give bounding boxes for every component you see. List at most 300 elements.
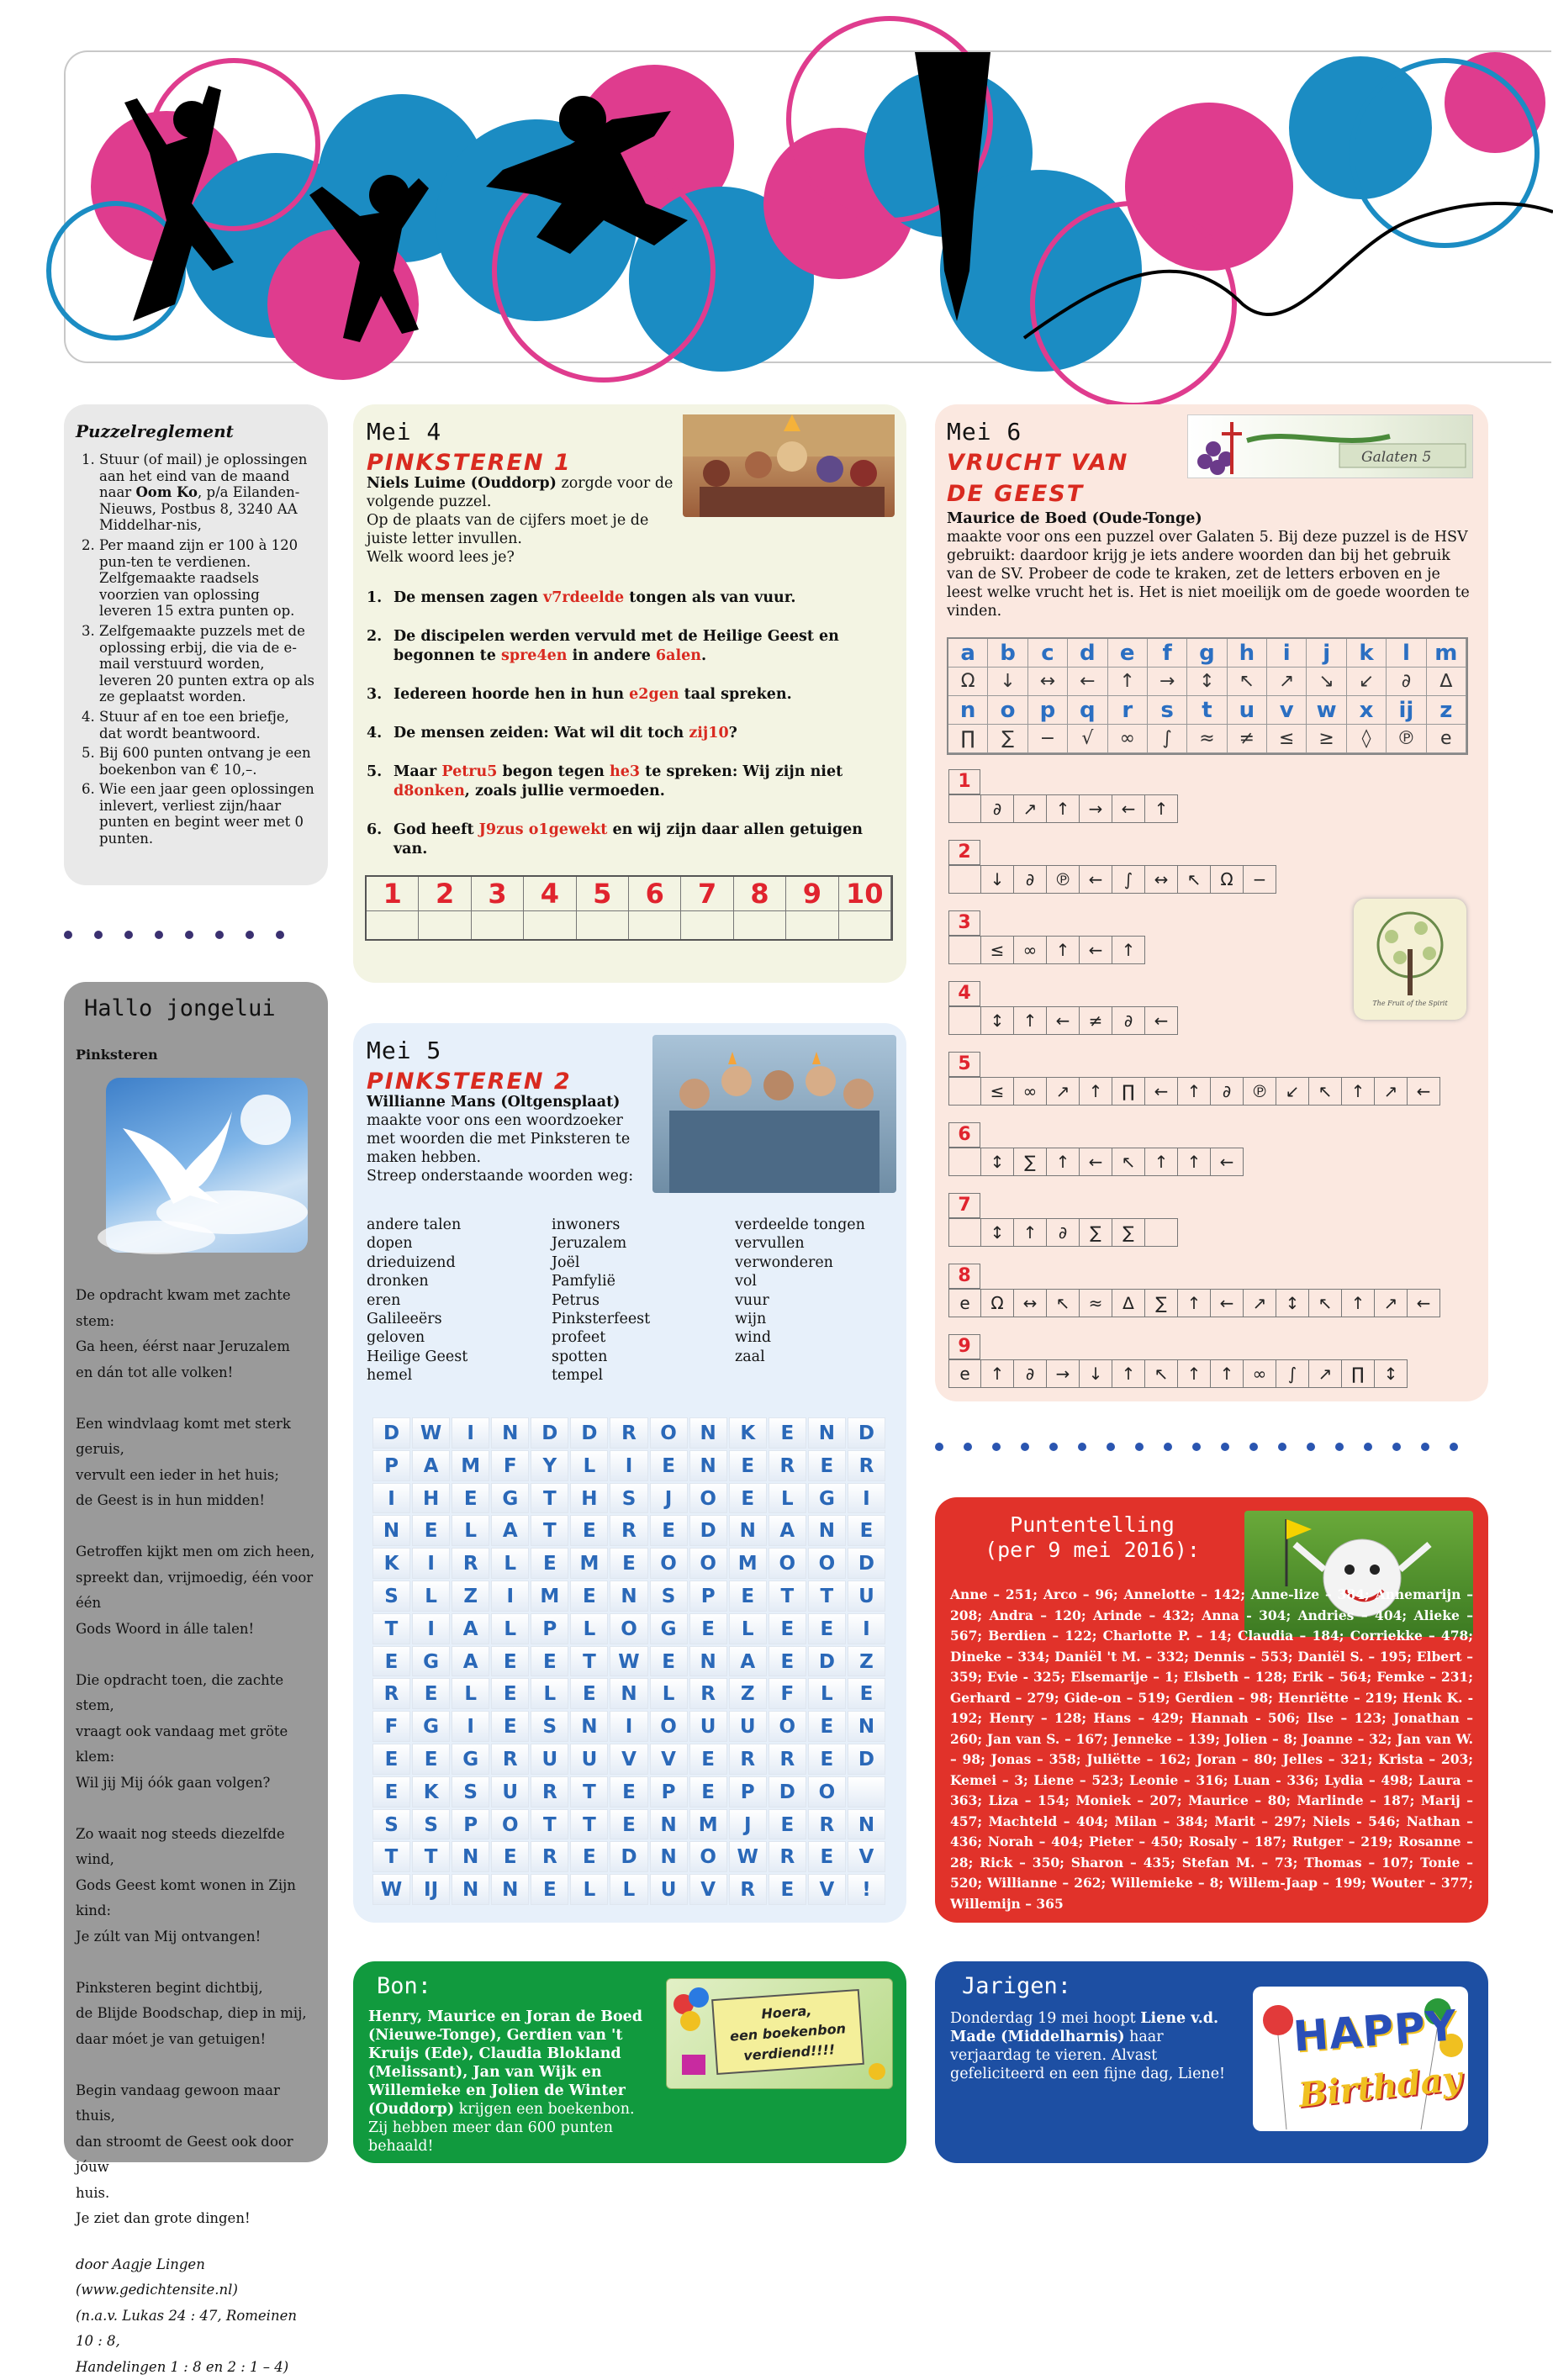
code-puzzle-cell[interactable]: [1145, 1218, 1178, 1247]
word-search-cell[interactable]: E: [610, 1776, 647, 1807]
code-puzzle-cell[interactable]: ↑: [1342, 1077, 1375, 1106]
word-search-cell[interactable]: S: [452, 1776, 489, 1807]
answer-cell[interactable]: [681, 910, 733, 939]
word-search-cell[interactable]: R: [610, 1515, 647, 1546]
word-search-cell[interactable]: S: [372, 1809, 410, 1840]
word-search-cell[interactable]: E: [808, 1711, 846, 1742]
word-search-cell[interactable]: O: [491, 1809, 529, 1840]
code-puzzle-cell[interactable]: −: [1244, 865, 1276, 894]
code-puzzle-cell[interactable]: ↖: [1178, 865, 1211, 894]
word-search-cell[interactable]: R: [808, 1809, 846, 1840]
word-search-cell[interactable]: F: [491, 1450, 529, 1481]
code-puzzle-row[interactable]: [948, 1334, 1408, 1388]
word-search-cell[interactable]: T: [570, 1776, 608, 1807]
code-puzzle-cell[interactable]: [948, 1218, 981, 1247]
code-puzzle-cell[interactable]: Ω: [981, 1289, 1014, 1317]
code-puzzle-cell[interactable]: ∂: [1112, 1006, 1145, 1035]
word-search-cell[interactable]: Z: [729, 1678, 767, 1709]
word-search-cell[interactable]: E: [689, 1613, 727, 1644]
word-search-cell[interactable]: K: [372, 1548, 410, 1579]
word-search-cell[interactable]: E: [689, 1744, 727, 1775]
word-search-cell[interactable]: D: [848, 1417, 885, 1449]
code-puzzle-cell[interactable]: ∑: [1112, 1218, 1145, 1247]
word-search-cell[interactable]: R: [491, 1744, 529, 1775]
code-puzzle-cell[interactable]: ∂: [1047, 1218, 1080, 1247]
answer-cell[interactable]: [577, 910, 629, 939]
word-search-cell[interactable]: E: [531, 1874, 568, 1905]
word-search-cell[interactable]: O: [808, 1776, 846, 1807]
word-search-cell[interactable]: U: [689, 1711, 727, 1742]
code-puzzle-row[interactable]: [948, 1122, 1244, 1176]
code-puzzle-row[interactable]: [948, 1193, 1178, 1247]
word-search-cell[interactable]: Z: [452, 1581, 489, 1612]
word-search-cell[interactable]: L: [769, 1483, 806, 1514]
code-puzzle-cell[interactable]: ↑: [981, 1359, 1014, 1388]
word-search-cell[interactable]: I: [610, 1450, 647, 1481]
code-puzzle-cell[interactable]: ←: [1408, 1289, 1440, 1317]
word-search-cell[interactable]: P: [531, 1613, 568, 1644]
word-search-cell[interactable]: V: [848, 1841, 885, 1872]
word-search-cell[interactable]: Y: [531, 1450, 568, 1481]
code-puzzle-cell[interactable]: ↕: [981, 1148, 1014, 1176]
word-search-cell[interactable]: W: [372, 1874, 410, 1905]
word-search-cell[interactable]: T: [808, 1581, 846, 1612]
word-search-cell[interactable]: W: [729, 1841, 767, 1872]
word-search-cell[interactable]: L: [531, 1678, 568, 1709]
word-search-cell[interactable]: D: [689, 1515, 727, 1546]
word-search-cell[interactable]: E: [570, 1841, 608, 1872]
answer-cell[interactable]: [734, 910, 786, 939]
code-puzzle-cell[interactable]: ↑: [1112, 1359, 1145, 1388]
code-puzzle-cell[interactable]: [948, 1006, 981, 1035]
code-puzzle-cell[interactable]: [948, 1148, 981, 1176]
word-search-cell[interactable]: L: [570, 1613, 608, 1644]
word-search-cell[interactable]: O: [689, 1841, 727, 1872]
code-puzzle-cell[interactable]: ↑: [1178, 1359, 1211, 1388]
word-search-cell[interactable]: R: [729, 1874, 767, 1905]
code-puzzle-cell[interactable]: ↗: [1375, 1289, 1408, 1317]
code-puzzle-cell[interactable]: ↑: [1080, 1077, 1112, 1106]
word-search-cell[interactable]: R: [531, 1841, 568, 1872]
code-puzzle-cell[interactable]: ∂: [1014, 865, 1047, 894]
word-search-cell[interactable]: N: [610, 1678, 647, 1709]
code-puzzle-cell[interactable]: →: [1047, 1359, 1080, 1388]
word-search-cell[interactable]: R: [769, 1744, 806, 1775]
code-puzzle-cell[interactable]: ↑: [1178, 1148, 1211, 1176]
word-search-cell[interactable]: I: [848, 1483, 885, 1514]
word-search-cell[interactable]: F: [769, 1678, 806, 1709]
word-search-cell[interactable]: E: [372, 1776, 410, 1807]
word-search-cell[interactable]: [848, 1776, 885, 1807]
code-puzzle-cell[interactable]: ↗: [1375, 1077, 1408, 1106]
word-search-cell[interactable]: K: [412, 1776, 450, 1807]
word-search-cell[interactable]: N: [729, 1515, 767, 1546]
word-search-cell[interactable]: H: [570, 1483, 608, 1514]
word-search-cell[interactable]: E: [610, 1548, 647, 1579]
code-puzzle-cell[interactable]: ↑: [1112, 936, 1145, 964]
code-puzzle-cell[interactable]: ∆: [1112, 1289, 1145, 1317]
word-search-grid[interactable]: [372, 1417, 886, 1906]
word-search-cell[interactable]: L: [808, 1678, 846, 1709]
code-puzzle-row[interactable]: [948, 1264, 1440, 1317]
word-search-cell[interactable]: E: [372, 1646, 410, 1677]
word-search-cell[interactable]: E: [491, 1678, 529, 1709]
code-puzzle-cell[interactable]: ℗: [1244, 1077, 1276, 1106]
word-search-cell[interactable]: N: [372, 1515, 410, 1546]
word-search-cell[interactable]: G: [412, 1711, 450, 1742]
code-puzzle-cell[interactable]: ↗: [1244, 1289, 1276, 1317]
word-search-cell[interactable]: I: [491, 1581, 529, 1612]
word-search-cell[interactable]: A: [412, 1450, 450, 1481]
word-search-cell[interactable]: N: [452, 1874, 489, 1905]
word-search-cell[interactable]: G: [650, 1613, 688, 1644]
word-search-cell[interactable]: E: [412, 1515, 450, 1546]
code-puzzle-row[interactable]: [948, 1052, 1440, 1106]
word-search-cell[interactable]: T: [412, 1841, 450, 1872]
code-puzzle-cell[interactable]: ∂: [1211, 1077, 1244, 1106]
word-search-cell[interactable]: I: [412, 1613, 450, 1644]
word-search-cell[interactable]: N: [650, 1809, 688, 1840]
word-search-cell[interactable]: E: [769, 1646, 806, 1677]
code-puzzle-cell[interactable]: ↑: [1211, 1359, 1244, 1388]
code-puzzle-cell[interactable]: ≈: [1080, 1289, 1112, 1317]
code-puzzle-cell[interactable]: ∑: [1145, 1289, 1178, 1317]
code-puzzle-cell[interactable]: ∂: [981, 794, 1014, 823]
code-puzzle-cell[interactable]: e: [948, 1359, 981, 1388]
word-search-cell[interactable]: E: [729, 1581, 767, 1612]
word-search-cell[interactable]: P: [452, 1809, 489, 1840]
word-search-cell[interactable]: E: [531, 1646, 568, 1677]
code-puzzle-cell[interactable]: ∑: [1014, 1148, 1047, 1176]
word-search-cell[interactable]: I: [412, 1548, 450, 1579]
word-search-cell[interactable]: F: [372, 1711, 410, 1742]
word-search-cell[interactable]: R: [452, 1548, 489, 1579]
word-search-cell[interactable]: P: [372, 1450, 410, 1481]
word-search-cell[interactable]: E: [570, 1581, 608, 1612]
code-puzzle-cell[interactable]: ←: [1211, 1148, 1244, 1176]
word-search-cell[interactable]: J: [650, 1483, 688, 1514]
code-puzzle-row[interactable]: [948, 981, 1178, 1035]
code-puzzle-cell[interactable]: ↙: [1276, 1077, 1309, 1106]
word-search-cell[interactable]: G: [412, 1646, 450, 1677]
word-search-cell[interactable]: M: [452, 1450, 489, 1481]
word-search-cell[interactable]: O: [610, 1613, 647, 1644]
word-search-cell[interactable]: A: [491, 1515, 529, 1546]
word-search-cell[interactable]: N: [848, 1711, 885, 1742]
word-search-cell[interactable]: L: [452, 1678, 489, 1709]
code-puzzle-cell[interactable]: ∑: [1080, 1218, 1112, 1247]
word-search-cell[interactable]: U: [848, 1581, 885, 1612]
code-puzzle-cell[interactable]: ↗: [1047, 1077, 1080, 1106]
code-puzzle-cell[interactable]: ↑: [1145, 794, 1178, 823]
word-search-cell[interactable]: L: [729, 1613, 767, 1644]
word-search-cell[interactable]: D: [848, 1744, 885, 1775]
code-puzzle-row[interactable]: [948, 910, 1145, 964]
word-search-cell[interactable]: N: [570, 1711, 608, 1742]
word-search-cell[interactable]: A: [769, 1515, 806, 1546]
answer-cell[interactable]: [839, 910, 891, 939]
word-search-cell[interactable]: S: [610, 1483, 647, 1514]
code-puzzle-cell[interactable]: ←: [1145, 1006, 1178, 1035]
word-search-cell[interactable]: O: [769, 1548, 806, 1579]
word-search-cell[interactable]: T: [769, 1581, 806, 1612]
word-search-cell[interactable]: IJ: [412, 1874, 450, 1905]
word-search-cell[interactable]: N: [491, 1417, 529, 1449]
code-puzzle-cell[interactable]: ↕: [981, 1218, 1014, 1247]
word-search-cell[interactable]: E: [808, 1613, 846, 1644]
word-search-cell[interactable]: E: [808, 1841, 846, 1872]
code-puzzle-cell[interactable]: ←: [1211, 1289, 1244, 1317]
code-puzzle-cell[interactable]: ↕: [1276, 1289, 1309, 1317]
code-puzzle-cell[interactable]: ↖: [1145, 1359, 1178, 1388]
word-search-cell[interactable]: E: [452, 1483, 489, 1514]
word-search-cell[interactable]: R: [769, 1450, 806, 1481]
word-search-cell[interactable]: N: [650, 1841, 688, 1872]
word-search-cell[interactable]: R: [372, 1678, 410, 1709]
word-search-cell[interactable]: V: [689, 1874, 727, 1905]
word-search-cell[interactable]: E: [491, 1646, 529, 1677]
word-search-cell[interactable]: E: [570, 1678, 608, 1709]
code-puzzle-cell[interactable]: ≤: [981, 1077, 1014, 1106]
answer-grid[interactable]: [365, 875, 893, 941]
word-search-cell[interactable]: N: [689, 1450, 727, 1481]
code-puzzle-cell[interactable]: ↑: [1014, 1006, 1047, 1035]
code-puzzle-cell[interactable]: ↑: [1047, 794, 1080, 823]
code-puzzle-cell[interactable]: ∂: [1014, 1359, 1047, 1388]
word-search-cell[interactable]: K: [729, 1417, 767, 1449]
word-search-cell[interactable]: E: [769, 1809, 806, 1840]
code-puzzle-cell[interactable]: ℗: [1047, 865, 1080, 894]
word-search-cell[interactable]: E: [570, 1515, 608, 1546]
word-search-cell[interactable]: E: [848, 1515, 885, 1546]
code-puzzle-cell[interactable]: ∫: [1276, 1359, 1309, 1388]
code-puzzle-cell[interactable]: [948, 936, 981, 964]
word-search-cell[interactable]: M: [689, 1809, 727, 1840]
answer-cell[interactable]: [629, 910, 681, 939]
word-search-cell[interactable]: D: [808, 1646, 846, 1677]
code-puzzle-cell[interactable]: Ω: [1211, 865, 1244, 894]
word-search-cell[interactable]: L: [412, 1581, 450, 1612]
word-search-cell[interactable]: R: [729, 1744, 767, 1775]
word-search-cell[interactable]: O: [650, 1711, 688, 1742]
word-search-cell[interactable]: N: [848, 1809, 885, 1840]
word-search-cell[interactable]: T: [531, 1483, 568, 1514]
code-puzzle-cell[interactable]: ↔: [1145, 865, 1178, 894]
word-search-cell[interactable]: N: [452, 1841, 489, 1872]
word-search-cell[interactable]: L: [610, 1874, 647, 1905]
word-search-cell[interactable]: U: [570, 1744, 608, 1775]
word-search-cell[interactable]: E: [729, 1483, 767, 1514]
code-puzzle-cell[interactable]: ∞: [1244, 1359, 1276, 1388]
word-search-cell[interactable]: E: [650, 1450, 688, 1481]
word-search-cell[interactable]: Z: [848, 1646, 885, 1677]
code-puzzle-cell[interactable]: ↑: [1047, 936, 1080, 964]
code-puzzle-cell[interactable]: ↖: [1309, 1289, 1342, 1317]
code-puzzle-cell[interactable]: ↑: [1047, 1148, 1080, 1176]
word-search-cell[interactable]: I: [452, 1417, 489, 1449]
word-search-cell[interactable]: E: [412, 1744, 450, 1775]
code-puzzle-cell[interactable]: ∫: [1112, 865, 1145, 894]
code-puzzle-cell[interactable]: ←: [1080, 1148, 1112, 1176]
word-search-cell[interactable]: L: [452, 1515, 489, 1546]
word-search-cell[interactable]: T: [570, 1646, 608, 1677]
answer-cell[interactable]: [419, 910, 471, 939]
word-search-cell[interactable]: W: [412, 1417, 450, 1449]
word-search-cell[interactable]: T: [531, 1809, 568, 1840]
code-puzzle-cell[interactable]: ↗: [1014, 794, 1047, 823]
answer-cell[interactable]: [367, 910, 419, 939]
word-search-cell[interactable]: N: [610, 1581, 647, 1612]
code-puzzle-cell[interactable]: ↓: [1080, 1359, 1112, 1388]
word-search-cell[interactable]: I: [372, 1483, 410, 1514]
word-search-cell[interactable]: U: [491, 1776, 529, 1807]
code-puzzle-cell[interactable]: ↖: [1112, 1148, 1145, 1176]
word-search-cell[interactable]: L: [491, 1613, 529, 1644]
code-puzzle-cell[interactable]: ∞: [1014, 936, 1047, 964]
word-search-cell[interactable]: N: [808, 1515, 846, 1546]
word-search-cell[interactable]: M: [729, 1548, 767, 1579]
word-search-cell[interactable]: U: [531, 1744, 568, 1775]
word-search-cell[interactable]: E: [769, 1417, 806, 1449]
word-search-cell[interactable]: E: [650, 1515, 688, 1546]
word-search-cell[interactable]: P: [689, 1581, 727, 1612]
word-search-cell[interactable]: E: [531, 1548, 568, 1579]
word-search-cell[interactable]: E: [848, 1678, 885, 1709]
code-puzzle-cell[interactable]: [948, 1077, 981, 1106]
word-search-cell[interactable]: E: [769, 1874, 806, 1905]
word-search-cell[interactable]: L: [491, 1548, 529, 1579]
word-search-cell[interactable]: E: [372, 1744, 410, 1775]
word-search-cell[interactable]: A: [452, 1613, 489, 1644]
word-search-cell[interactable]: L: [570, 1450, 608, 1481]
code-puzzle-cell[interactable]: ←: [1080, 865, 1112, 894]
word-search-cell[interactable]: U: [729, 1711, 767, 1742]
code-puzzle-cell[interactable]: ↑: [1178, 1289, 1211, 1317]
code-puzzle-cell[interactable]: ↗: [1309, 1359, 1342, 1388]
word-search-cell[interactable]: R: [531, 1776, 568, 1807]
word-search-cell[interactable]: O: [650, 1548, 688, 1579]
word-search-cell[interactable]: A: [452, 1646, 489, 1677]
word-search-cell[interactable]: N: [689, 1646, 727, 1677]
word-search-cell[interactable]: G: [808, 1483, 846, 1514]
word-search-cell[interactable]: E: [491, 1841, 529, 1872]
word-search-cell[interactable]: E: [412, 1678, 450, 1709]
word-search-cell[interactable]: D: [372, 1417, 410, 1449]
code-puzzle-cell[interactable]: ←: [1112, 794, 1145, 823]
word-search-cell[interactable]: D: [848, 1548, 885, 1579]
word-search-cell[interactable]: T: [531, 1515, 568, 1546]
answer-cell[interactable]: [524, 910, 576, 939]
code-puzzle-cell[interactable]: ≠: [1080, 1006, 1112, 1035]
code-puzzle-cell[interactable]: ↑: [1145, 1148, 1178, 1176]
word-search-cell[interactable]: T: [570, 1809, 608, 1840]
code-puzzle-cell[interactable]: ∏: [1342, 1359, 1375, 1388]
answer-cell[interactable]: [472, 910, 524, 939]
code-puzzle-cell[interactable]: ←: [1408, 1077, 1440, 1106]
word-search-cell[interactable]: I: [452, 1711, 489, 1742]
word-search-cell[interactable]: I: [610, 1711, 647, 1742]
word-search-cell[interactable]: E: [769, 1613, 806, 1644]
word-search-cell[interactable]: N: [808, 1417, 846, 1449]
word-search-cell[interactable]: E: [689, 1776, 727, 1807]
word-search-cell[interactable]: S: [412, 1809, 450, 1840]
word-search-cell[interactable]: O: [769, 1711, 806, 1742]
word-search-cell[interactable]: O: [808, 1548, 846, 1579]
word-search-cell[interactable]: P: [729, 1776, 767, 1807]
word-search-cell[interactable]: H: [412, 1483, 450, 1514]
code-puzzle-cell[interactable]: →: [1080, 794, 1112, 823]
word-search-cell[interactable]: G: [491, 1483, 529, 1514]
word-search-cell[interactable]: E: [491, 1711, 529, 1742]
word-search-cell[interactable]: E: [729, 1450, 767, 1481]
word-search-cell[interactable]: D: [610, 1841, 647, 1872]
code-puzzle-cell[interactable]: ↔: [1014, 1289, 1047, 1317]
word-search-cell[interactable]: G: [452, 1744, 489, 1775]
word-search-cell[interactable]: D: [531, 1417, 568, 1449]
code-puzzle-cell[interactable]: [948, 865, 981, 894]
word-search-cell[interactable]: R: [610, 1417, 647, 1449]
code-puzzle-row[interactable]: [948, 769, 1178, 823]
code-puzzle-cell[interactable]: ↖: [1047, 1289, 1080, 1317]
word-search-cell[interactable]: A: [729, 1646, 767, 1677]
code-puzzle-cell[interactable]: ←: [1047, 1006, 1080, 1035]
code-puzzle-cell[interactable]: ←: [1080, 936, 1112, 964]
word-search-cell[interactable]: O: [689, 1548, 727, 1579]
word-search-cell[interactable]: D: [570, 1417, 608, 1449]
word-search-cell[interactable]: V: [610, 1744, 647, 1775]
word-search-cell[interactable]: M: [570, 1548, 608, 1579]
word-search-cell[interactable]: V: [808, 1874, 846, 1905]
word-search-cell[interactable]: M: [531, 1581, 568, 1612]
word-search-cell[interactable]: T: [372, 1613, 410, 1644]
word-search-cell[interactable]: S: [650, 1581, 688, 1612]
word-search-cell[interactable]: S: [531, 1711, 568, 1742]
code-puzzle-cell[interactable]: ↑: [1014, 1218, 1047, 1247]
word-search-cell[interactable]: D: [769, 1776, 806, 1807]
code-puzzle-cell[interactable]: ∏: [1112, 1077, 1145, 1106]
word-search-cell[interactable]: I: [848, 1613, 885, 1644]
word-search-cell[interactable]: R: [769, 1841, 806, 1872]
code-puzzle-cell[interactable]: ↑: [1178, 1077, 1211, 1106]
word-search-cell[interactable]: W: [610, 1646, 647, 1677]
code-puzzle-row[interactable]: [948, 840, 1276, 894]
word-search-cell[interactable]: U: [650, 1874, 688, 1905]
word-search-cell[interactable]: E: [650, 1646, 688, 1677]
code-puzzle-cell[interactable]: ↓: [981, 865, 1014, 894]
word-search-cell[interactable]: O: [650, 1417, 688, 1449]
word-search-cell[interactable]: !: [848, 1874, 885, 1905]
word-search-cell[interactable]: P: [650, 1776, 688, 1807]
code-puzzle-cell[interactable]: e: [948, 1289, 981, 1317]
code-puzzle-cell[interactable]: ↑: [1342, 1289, 1375, 1317]
word-search-cell[interactable]: E: [610, 1809, 647, 1840]
word-search-cell[interactable]: L: [570, 1874, 608, 1905]
code-puzzle-cell[interactable]: ↕: [1375, 1359, 1408, 1388]
word-search-cell[interactable]: L: [650, 1678, 688, 1709]
word-search-cell[interactable]: T: [372, 1841, 410, 1872]
code-puzzle-cell[interactable]: ↖: [1309, 1077, 1342, 1106]
code-puzzle-cell[interactable]: [948, 794, 981, 823]
word-search-cell[interactable]: V: [650, 1744, 688, 1775]
word-search-cell[interactable]: O: [689, 1483, 727, 1514]
word-search-cell[interactable]: R: [848, 1450, 885, 1481]
code-puzzle-cell[interactable]: ↕: [981, 1006, 1014, 1035]
word-search-cell[interactable]: R: [689, 1678, 727, 1709]
code-puzzle-rows[interactable]: [948, 769, 1478, 1391]
word-search-cell[interactable]: N: [491, 1874, 529, 1905]
word-search-cell[interactable]: J: [729, 1809, 767, 1840]
word-search-cell[interactable]: E: [808, 1744, 846, 1775]
